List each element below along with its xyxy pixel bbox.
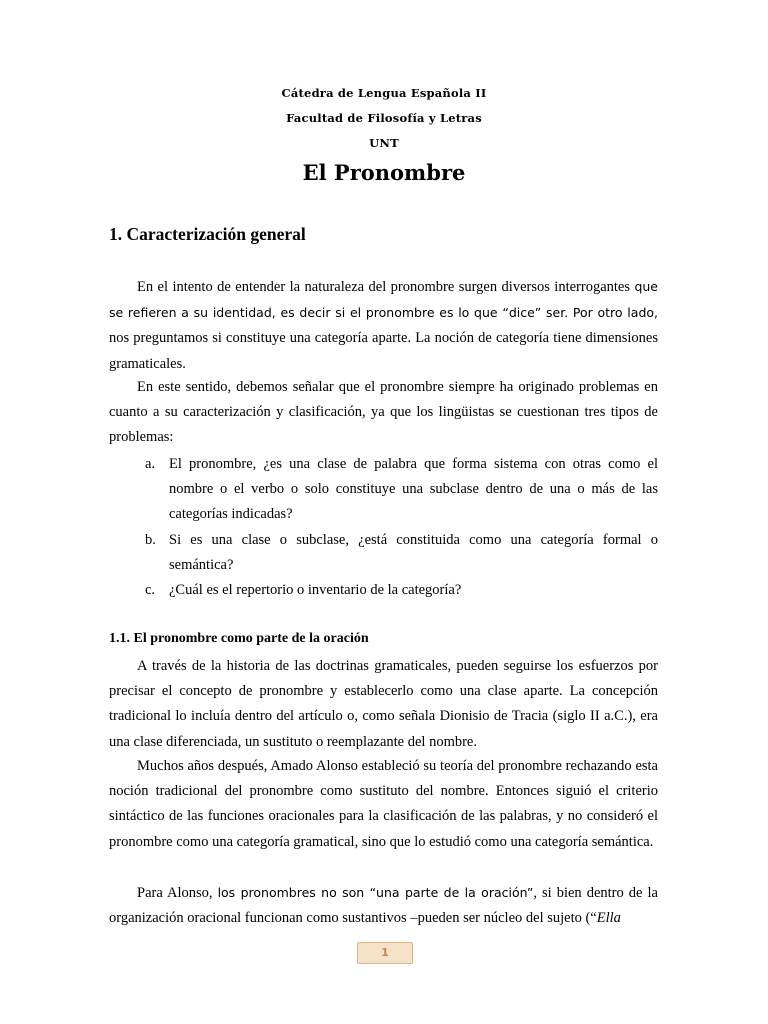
page-number-badge: 1 (357, 942, 413, 964)
list-item (109, 528, 658, 578)
paragraph-1-part-a: En el intento de entender la naturaleza del pronombre surgen diversos interrogantes (137, 279, 635, 295)
list-item-text: Si es una clase o subclase, ¿está constituida como una categoría formal o semántica? (169, 531, 658, 573)
list-item-text: ¿Cuál es el repertorio o inventario de la categoría? (169, 582, 462, 599)
header-university: UNT (369, 136, 399, 150)
list-item-text: El pronombre, ¿es una clase de palabra que forma sistema con otras como el nombre o el verbo o solo constituye una subclase dentro de una o más de las categorías indicadas? (169, 456, 658, 523)
list-item (109, 452, 658, 528)
list-item (109, 578, 658, 603)
paragraph-2: En este sentido, debemos señalar que el pronombre siempre ha originado problemas en cuanto a su caracterización y clasificación, ya que los lingüistas se cuestionan tres tipos de problemas: (109, 379, 658, 446)
list-item-marker: c. (145, 582, 156, 599)
paragraph-5-part-b: los pronombres no son “una parte de la oración” (217, 885, 534, 900)
paragraph-5 (109, 880, 658, 931)
paragraph-1 (109, 274, 658, 377)
section-heading-1-1: 1.1. El pronombre como parte de la oración (109, 631, 369, 646)
section-heading-1: 1. Caracterización general (109, 224, 306, 244)
paragraph-5-part-c: , si bien dentro de la organización oracional funcionan como sustantivos –pueden ser núcleo del sujeto (“ (109, 885, 658, 927)
paragraph-4: Muchos años después, Amado Alonso estableció su teoría del pronombre rechazando esta noción tradicional del pronombre como sustituto del nombre. Entonces siguió el criterio sintáctico de las funciones oracionales para la clasificación de las palabras, y no consideró el pronombre como una categoría gramatical, sino que lo estudió como una categoría semántica. (109, 758, 658, 850)
header-chair: Cátedra de Lengua Española II (281, 86, 487, 100)
list-item-marker: b. (145, 531, 156, 548)
document-title: El Pronombre (302, 160, 466, 185)
list-item-marker: a. (145, 456, 156, 472)
paragraph-3: A través de la historia de las doctrinas gramaticales, pueden seguirse los esfuerzos por precisar el concepto de pronombre y establecerlo como una clase aparte. La concepción tradicional lo incluía dentro del artículo o, como señala Dionisio de Tracia (siglo II a.C.), era una clase diferenciada, un sustituto o reemplazante del nombre. (109, 658, 658, 750)
header-faculty: Facultad de Filosofía y Letras (286, 111, 482, 125)
paragraph-5-part-a: Para Alonso, (137, 885, 218, 901)
paragraph-5-part-d: Ella (596, 910, 621, 927)
problem-list (109, 452, 658, 603)
paragraph-1-part-b: que se refieren a su identidad, es decir si el pronombre es lo que “dice” ser. Por otro lado, (109, 279, 658, 321)
paragraph-1-part-c: nos preguntamos si constituye una categoría aparte. La noción de categoría tiene dimensiones gramaticales. (109, 330, 658, 372)
